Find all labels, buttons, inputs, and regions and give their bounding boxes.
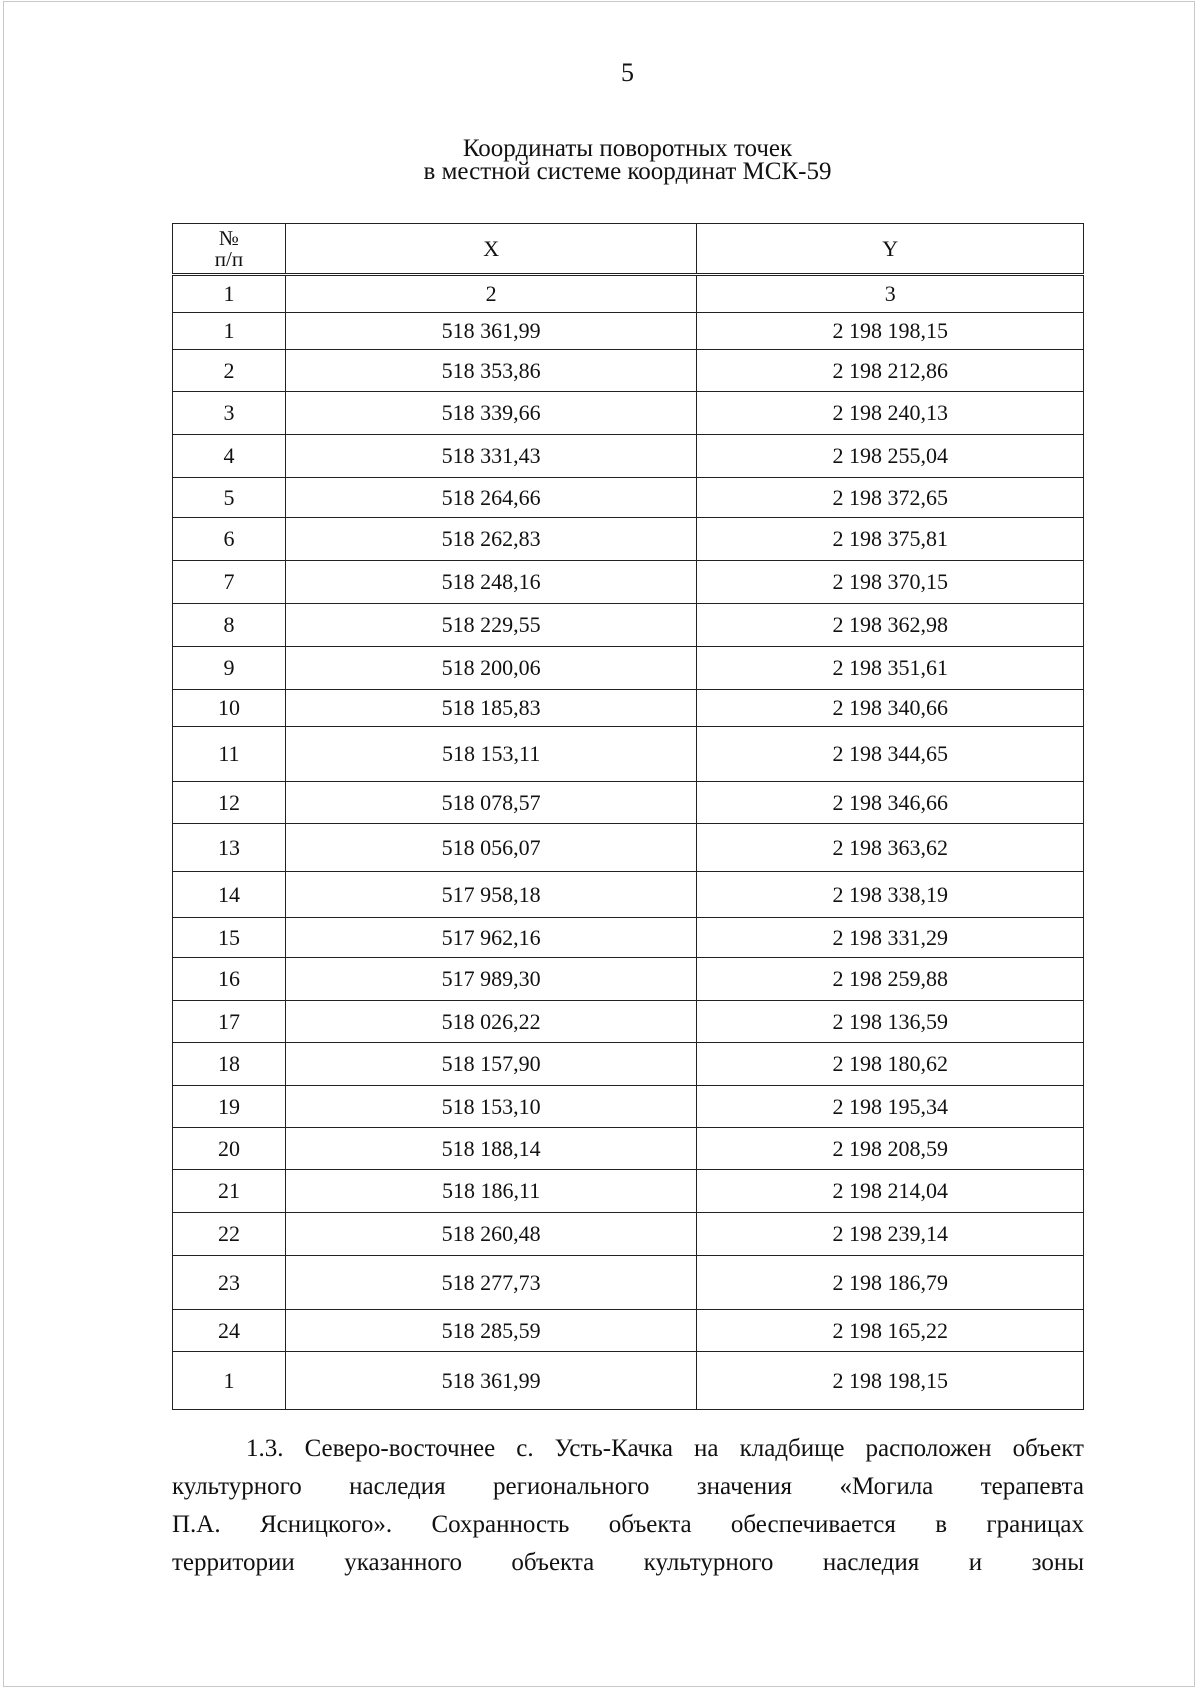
row-number-cell: 9 xyxy=(173,647,286,690)
x-coordinate-cell: 518 056,07 xyxy=(285,824,697,872)
table-row xyxy=(173,690,1084,727)
y-coordinate-cell: 2 198 180,62 xyxy=(697,1043,1084,1086)
table-index-row xyxy=(173,275,1084,313)
x-coordinate-cell: 518 153,10 xyxy=(285,1086,697,1128)
row-number-cell: 13 xyxy=(173,824,286,872)
header-number-sign: № xyxy=(218,225,239,250)
y-coordinate-cell: 2 198 331,29 xyxy=(697,918,1084,958)
y-coordinate-cell: 2 198 136,59 xyxy=(697,1001,1084,1043)
row-number-cell: 8 xyxy=(173,604,286,647)
index-cell: 1 xyxy=(173,275,286,313)
row-number-cell: 15 xyxy=(173,918,286,958)
y-coordinate-cell: 2 198 239,14 xyxy=(697,1213,1084,1256)
table-row xyxy=(173,478,1084,518)
x-coordinate-cell: 517 958,18 xyxy=(285,872,697,918)
x-coordinate-cell: 517 962,16 xyxy=(285,918,697,958)
x-coordinate-cell: 518 353,86 xyxy=(285,350,697,392)
y-coordinate-cell: 2 198 259,88 xyxy=(697,958,1084,1001)
row-number-cell: 6 xyxy=(173,518,286,561)
y-coordinate-cell: 2 198 198,15 xyxy=(697,313,1084,350)
table-row xyxy=(173,604,1084,647)
x-coordinate-cell: 518 277,73 xyxy=(285,1256,697,1310)
table-row xyxy=(173,727,1084,782)
table-row xyxy=(173,1043,1084,1086)
table-row xyxy=(173,1310,1084,1352)
x-coordinate-cell: 518 361,99 xyxy=(285,1352,697,1410)
y-coordinate-cell: 2 198 363,62 xyxy=(697,824,1084,872)
row-number-cell: 23 xyxy=(173,1256,286,1310)
table-row xyxy=(173,647,1084,690)
table-row xyxy=(173,918,1084,958)
title-line-2: в местной системе координат МСК-59 xyxy=(423,158,832,185)
x-coordinate-cell: 518 248,16 xyxy=(285,561,697,604)
y-coordinate-cell: 2 198 214,04 xyxy=(697,1170,1084,1213)
x-coordinate-cell: 518 229,55 xyxy=(285,604,697,647)
table-row xyxy=(173,1256,1084,1310)
coordinates-table xyxy=(172,223,1084,1410)
y-coordinate-cell: 2 198 351,61 xyxy=(697,647,1084,690)
x-coordinate-cell: 518 285,59 xyxy=(285,1310,697,1352)
x-coordinate-cell: 518 026,22 xyxy=(285,1001,697,1043)
paragraph-1-3 xyxy=(172,1430,1084,1582)
y-coordinate-cell: 2 198 186,79 xyxy=(697,1256,1084,1310)
paragraph-line: 1.3. Северо-восточнее с. Усть-Качка на кладбище расположен объект xyxy=(246,1435,1084,1462)
table-row xyxy=(173,435,1084,478)
table-row xyxy=(173,1001,1084,1043)
y-coordinate-cell: 2 198 208,59 xyxy=(697,1128,1084,1170)
paragraph-line: культурного наследия регионального значения «Могила терапевта xyxy=(172,1473,1084,1500)
y-coordinate-cell: 2 198 340,66 xyxy=(697,690,1084,727)
y-coordinate-cell: 2 198 362,98 xyxy=(697,604,1084,647)
table-row xyxy=(173,392,1084,435)
x-coordinate-cell: 518 339,66 xyxy=(285,392,697,435)
x-coordinate-cell: 518 264,66 xyxy=(285,478,697,518)
row-number-cell: 10 xyxy=(173,690,286,727)
y-coordinate-cell: 2 198 338,19 xyxy=(697,872,1084,918)
row-number-cell: 2 xyxy=(173,350,286,392)
row-number-cell: 24 xyxy=(173,1310,286,1352)
row-number-cell: 19 xyxy=(173,1086,286,1128)
x-coordinate-cell: 518 361,99 xyxy=(285,313,697,350)
x-coordinate-cell: 518 157,90 xyxy=(285,1043,697,1086)
y-coordinate-cell: 2 198 375,81 xyxy=(697,518,1084,561)
paragraph-line: территории указанного объекта культурного наследия и зоны xyxy=(172,1549,1084,1576)
x-coordinate-cell: 517 989,30 xyxy=(285,958,697,1001)
row-number-cell: 5 xyxy=(173,478,286,518)
row-number-cell: 16 xyxy=(173,958,286,1001)
y-coordinate-cell: 2 198 212,86 xyxy=(697,350,1084,392)
title-line-1: Координаты поворотных точек xyxy=(462,135,793,162)
table-row xyxy=(173,1170,1084,1213)
table-row xyxy=(173,958,1084,1001)
row-number-cell: 14 xyxy=(173,872,286,918)
row-number-cell: 21 xyxy=(173,1170,286,1213)
row-number-cell: 3 xyxy=(173,392,286,435)
x-coordinate-cell: 518 078,57 xyxy=(285,782,697,824)
row-number-cell: 7 xyxy=(173,561,286,604)
table-row xyxy=(173,824,1084,872)
header-y: Y xyxy=(697,224,1084,275)
y-coordinate-cell: 2 198 344,65 xyxy=(697,727,1084,782)
table-row xyxy=(173,561,1084,604)
table-row xyxy=(173,1352,1084,1410)
row-number-cell: 22 xyxy=(173,1213,286,1256)
y-coordinate-cell: 2 198 240,13 xyxy=(697,392,1084,435)
y-coordinate-cell: 2 198 195,34 xyxy=(697,1086,1084,1128)
table-row xyxy=(173,782,1084,824)
table-row xyxy=(173,518,1084,561)
table-row xyxy=(173,1213,1084,1256)
header-x: X xyxy=(285,224,697,275)
row-number-cell: 18 xyxy=(173,1043,286,1086)
y-coordinate-cell: 2 198 372,65 xyxy=(697,478,1084,518)
x-coordinate-cell: 518 186,11 xyxy=(285,1170,697,1213)
x-coordinate-cell: 518 262,83 xyxy=(285,518,697,561)
row-number-cell: 4 xyxy=(173,435,286,478)
index-cell: 3 xyxy=(697,275,1084,313)
y-coordinate-cell: 2 198 346,66 xyxy=(697,782,1084,824)
y-coordinate-cell: 2 198 198,15 xyxy=(697,1352,1084,1410)
x-coordinate-cell: 518 331,43 xyxy=(285,435,697,478)
header-number-abbr: п/п xyxy=(214,246,244,271)
table-title xyxy=(0,137,1200,183)
row-number-cell: 17 xyxy=(173,1001,286,1043)
y-coordinate-cell: 2 198 165,22 xyxy=(697,1310,1084,1352)
x-coordinate-cell: 518 260,48 xyxy=(285,1213,697,1256)
row-number-cell: 12 xyxy=(173,782,286,824)
table-row xyxy=(173,350,1084,392)
row-number-cell: 11 xyxy=(173,727,286,782)
index-cell: 2 xyxy=(285,275,697,313)
paragraph-line: П.А. Ясницкого». Сохранность объекта обеспечивается в границах xyxy=(172,1511,1084,1538)
table-row xyxy=(173,313,1084,350)
y-coordinate-cell: 2 198 370,15 xyxy=(697,561,1084,604)
table-header-row xyxy=(173,224,1084,275)
x-coordinate-cell: 518 185,83 xyxy=(285,690,697,727)
header-number xyxy=(173,224,286,275)
x-coordinate-cell: 518 188,14 xyxy=(285,1128,697,1170)
x-coordinate-cell: 518 153,11 xyxy=(285,727,697,782)
x-coordinate-cell: 518 200,06 xyxy=(285,647,697,690)
page-number: 5 xyxy=(621,58,634,87)
row-number-cell: 1 xyxy=(173,313,286,350)
row-number-cell: 1 xyxy=(173,1352,286,1410)
table-row xyxy=(173,1086,1084,1128)
table-row xyxy=(173,872,1084,918)
row-number-cell: 20 xyxy=(173,1128,286,1170)
y-coordinate-cell: 2 198 255,04 xyxy=(697,435,1084,478)
table-row xyxy=(173,1128,1084,1170)
